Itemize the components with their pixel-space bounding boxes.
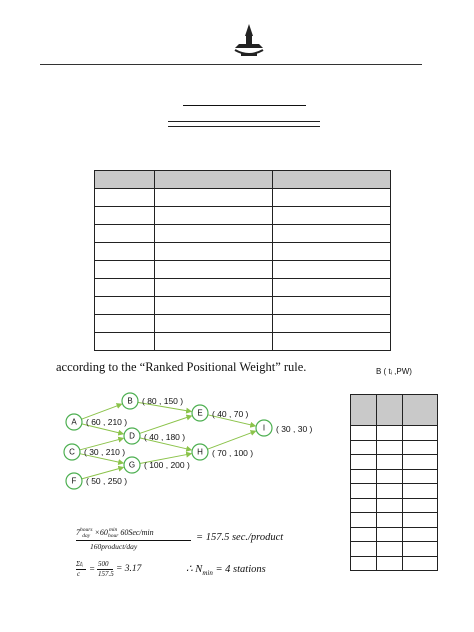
node-H-letter: H (197, 447, 203, 457)
cycle-time-denominator: 160product/day (90, 542, 138, 551)
header-rule (40, 64, 422, 65)
table-row (95, 279, 391, 297)
table-header-cell (403, 395, 438, 426)
table-header-row (95, 171, 391, 189)
table-cell (351, 542, 377, 557)
table-cell (95, 207, 155, 225)
table-cell (351, 440, 377, 455)
table-cell (95, 297, 155, 315)
table-cell (273, 189, 391, 207)
cycle-time-numerator (76, 527, 154, 539)
table-row (351, 426, 438, 441)
table-row (95, 189, 391, 207)
table-cell (351, 469, 377, 484)
table-cell (273, 333, 391, 351)
table-header-row (351, 395, 438, 426)
table-cell (95, 315, 155, 333)
table-cell (351, 455, 377, 470)
formula-part: min (109, 527, 118, 533)
node-D-letter: D (129, 431, 135, 441)
formula-part: c (77, 570, 81, 578)
table-cell (95, 225, 155, 243)
formula-part: 60Sec/min (118, 527, 154, 537)
table-row (351, 484, 438, 499)
table-cell (403, 455, 438, 470)
table-header-cell (155, 171, 273, 189)
table-cell (403, 440, 438, 455)
node-B-letter: B (127, 396, 133, 406)
table-header-cell (273, 171, 391, 189)
table-row (351, 440, 438, 455)
formula-part: min (202, 569, 213, 578)
table-cell (351, 527, 377, 542)
table-cell (273, 315, 391, 333)
table-row (351, 527, 438, 542)
node-D-weight-label: ( 40 , 180 ) (144, 432, 186, 442)
table-cell (377, 498, 403, 513)
table-cell (155, 261, 273, 279)
table-cell (95, 333, 155, 351)
table-cell (377, 542, 403, 557)
edge-H-I (207, 431, 255, 449)
table-cell (155, 225, 273, 243)
table-row (351, 498, 438, 513)
formula-part: = 4 stations (212, 564, 266, 575)
b-column-label: B ( tᵢ ,PW) (376, 367, 412, 376)
table-row (95, 333, 391, 351)
cycle-time-formula (76, 527, 284, 553)
table-row (95, 243, 391, 261)
table-cell (95, 189, 155, 207)
table-cell (273, 207, 391, 225)
node-A-weight-label: ( 60 , 210 ) (86, 417, 128, 427)
node-C-letter: C (69, 447, 75, 457)
formula-part: ∴ N (186, 564, 203, 575)
node-G-letter: G (128, 460, 136, 470)
node-F-weight-label: ( 50 , 250 ) (86, 476, 128, 486)
table-cell (377, 556, 403, 571)
table-cell (403, 469, 438, 484)
edge-D-E (140, 416, 192, 434)
table-row (351, 455, 438, 470)
table-cell (351, 513, 377, 528)
table-cell (377, 527, 403, 542)
formula-part: day (82, 533, 91, 539)
node-E-weight-label: ( 40 , 70 ) (212, 409, 249, 419)
table-cell (377, 426, 403, 441)
table-cell (273, 243, 391, 261)
university-emblem-icon (231, 22, 267, 60)
node-E-letter: E (197, 408, 203, 418)
node-C-weight-label: ( 30 , 210 ) (84, 447, 126, 457)
table-cell (403, 498, 438, 513)
table-cell (351, 556, 377, 571)
node-H-weight-label: ( 70 , 100 ) (212, 448, 254, 458)
table-cell (95, 243, 155, 261)
formula-part: 500 (98, 560, 109, 568)
table-row (95, 297, 391, 315)
table-row (351, 469, 438, 484)
table-cell (403, 426, 438, 441)
table-cell (377, 513, 403, 528)
table-header-cell (377, 395, 403, 426)
formula-part: = (89, 564, 96, 574)
title-underline (183, 105, 306, 106)
table-header-cell (351, 395, 377, 426)
table-header-cell (95, 171, 155, 189)
subtitle-double-underline (168, 121, 320, 127)
table-cell (273, 261, 391, 279)
precedence-network (58, 388, 318, 498)
table-row (95, 261, 391, 279)
formula-part: 7 (76, 527, 80, 537)
table-cell (273, 225, 391, 243)
table-row (95, 225, 391, 243)
table-row (95, 207, 391, 225)
table-cell (403, 513, 438, 528)
cycle-time-result: = 157.5 sec./product (196, 532, 284, 543)
table-cell (155, 279, 273, 297)
node-I-letter: I (262, 423, 266, 433)
ranked-positional-weight-text: according to the “Ranked Positional Weight” rule. (56, 360, 307, 374)
table-cell (273, 279, 391, 297)
table-cell (95, 261, 155, 279)
weight-table (350, 394, 438, 571)
table-cell (155, 189, 273, 207)
min-stations-formula (76, 560, 166, 580)
node-I-weight-label: ( 30 , 30 ) (276, 424, 313, 434)
node-G-weight-label: ( 100 , 200 ) (144, 460, 190, 470)
table-cell (377, 455, 403, 470)
table-row (351, 513, 438, 528)
table-row (95, 315, 391, 333)
table-row (351, 542, 438, 557)
formula-part: hour (107, 533, 119, 539)
assignment-table (94, 170, 391, 351)
table-cell (403, 484, 438, 499)
table-cell (403, 527, 438, 542)
table-cell (351, 426, 377, 441)
table-cell (403, 542, 438, 557)
node-F-letter: F (71, 476, 77, 486)
table-cell (95, 279, 155, 297)
table-cell (155, 297, 273, 315)
table-cell (351, 484, 377, 499)
fraction-bar (76, 540, 191, 541)
formula-part: hours (80, 527, 93, 533)
table-cell (155, 315, 273, 333)
table-cell (155, 207, 273, 225)
table-cell (155, 333, 273, 351)
table-cell (273, 297, 391, 315)
formula-part: 157.5 (98, 570, 114, 578)
table-cell (155, 243, 273, 261)
table-cell (403, 556, 438, 571)
table-cell (351, 498, 377, 513)
n-min-conclusion (186, 563, 266, 577)
table-row (351, 556, 438, 571)
node-B-weight-label: ( 80 , 150 ) (142, 396, 184, 406)
table-cell (377, 484, 403, 499)
formula-part: Σtᵢ (76, 560, 84, 568)
table-cell (377, 469, 403, 484)
node-A-letter: A (71, 417, 77, 427)
table-cell (377, 440, 403, 455)
min-stations-result: = 3.17 (116, 564, 142, 574)
formula-part: ×60 (92, 527, 108, 537)
